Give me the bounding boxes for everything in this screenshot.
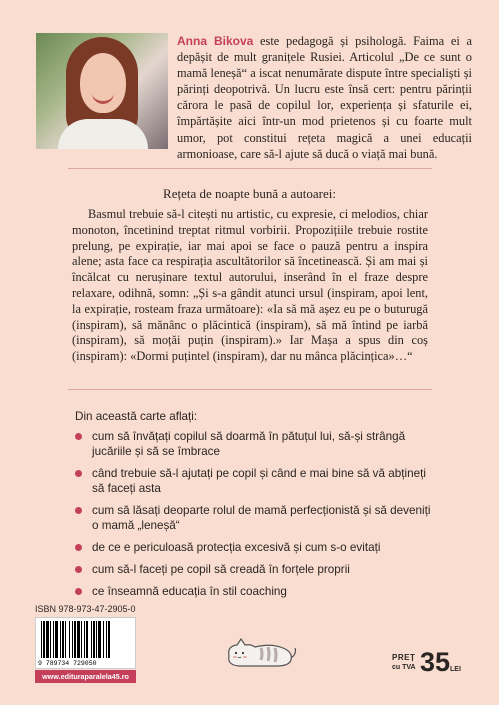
bullet-icon — [75, 507, 82, 514]
bullet-icon — [75, 433, 82, 440]
recipe-text: Basmul trebuie să-l citești nu artistic, cu expresie, ci melodios, chiar monoton, încetinind treptat ritmul vorbirii. Propozițiile trebuie rostite prelung, pe expirație, iar mai apoi se face o pauză pentru a inspira alene; asta face ca respirația ascultătorilor să încetinească. Și am mai și încălcat cu nerușinare textul autorului, inserând în el fraze despre relaxare, odihnă, somn: „Și s-a gândit atunci ursul (inspiram, apoi lent, la expirație, rosteam fraza următoare): «Ia să mă așez eu pe o buturugă (inspiram), să mănânc o plăcintică (inspiram), să mă întind pe iarbă (inspiram), să moțăi puțin (inspiram).» Iar Mașa a spus din coș (inspiram): «Dormi puțintel (inspiram), dar nu mânca plăcințica»…“ — [72, 207, 428, 364]
author-bio-text: este pedagogă și psihologă. Faima ei a depășit de mult granițele Rusiei. Articolul „De ce sunt o mamă leneșă“ a iscat nenumărate dispute între specialiști și părinți deopotrivă. Un lucru este însă cert: pentru părinții cărora le pasă de copilul lor, experiența și sfaturile ei, împărtășite aici într-un mod prietenos și cu foarte mult umor, pot constitui rețeta magică a unei educații armonioase, care să-l ajute să ducă o viață mai bună. — [177, 34, 472, 161]
author-name: Anna Bikova — [177, 34, 254, 48]
author-bio — [177, 33, 472, 162]
publisher-website[interactable]: www.edituraparalela45.ro — [35, 670, 136, 683]
bullet-icon — [75, 470, 82, 477]
learn-list — [75, 429, 435, 599]
list-item: cum să lăsați deoparte rolul de mamă perfecționistă și să deveniți o mamă „leneșă“ — [75, 503, 435, 533]
bullet-icon — [75, 588, 82, 595]
bullet-icon — [75, 544, 82, 551]
recipe-title: Rețeta de noapte bună a autoarei: — [163, 186, 336, 201]
list-item: când trebuie să-l ajutați pe copil și când e mai bine să vă abțineți să faceți asta — [75, 466, 435, 496]
list-item: cum să-l faceți pe copil să creadă în forțele proprii — [75, 562, 435, 577]
list-item: ce înseamnă educația în stil coaching — [75, 584, 435, 599]
divider-bottom — [68, 389, 432, 390]
divider-top — [68, 168, 432, 169]
bullet-icon — [75, 566, 82, 573]
learn-title: Din această carte aflați: — [75, 410, 198, 423]
price-value: 35 — [420, 647, 451, 677]
list-item: de ce e periculoasă protecția excesivă și cum s-o evitați — [75, 540, 435, 555]
author-photo — [36, 33, 168, 149]
isbn-label: ISBN 978-973-47-2905-0 — [35, 604, 136, 614]
barcode — [35, 617, 136, 669]
price-tag — [392, 649, 462, 689]
price-label: PREȚ — [392, 653, 416, 662]
cat-illustration-icon — [221, 634, 297, 670]
price-currency: LEI — [450, 666, 461, 673]
learn-section — [75, 409, 435, 606]
barcode-digits: 9 789734 729050 — [38, 660, 97, 667]
list-item: cum să învățați copilul să doarmă în pătuțul lui, să-și strângă jucăriile și să se îmbrace — [75, 429, 435, 459]
price-vat-label: cu TVA — [392, 664, 416, 671]
